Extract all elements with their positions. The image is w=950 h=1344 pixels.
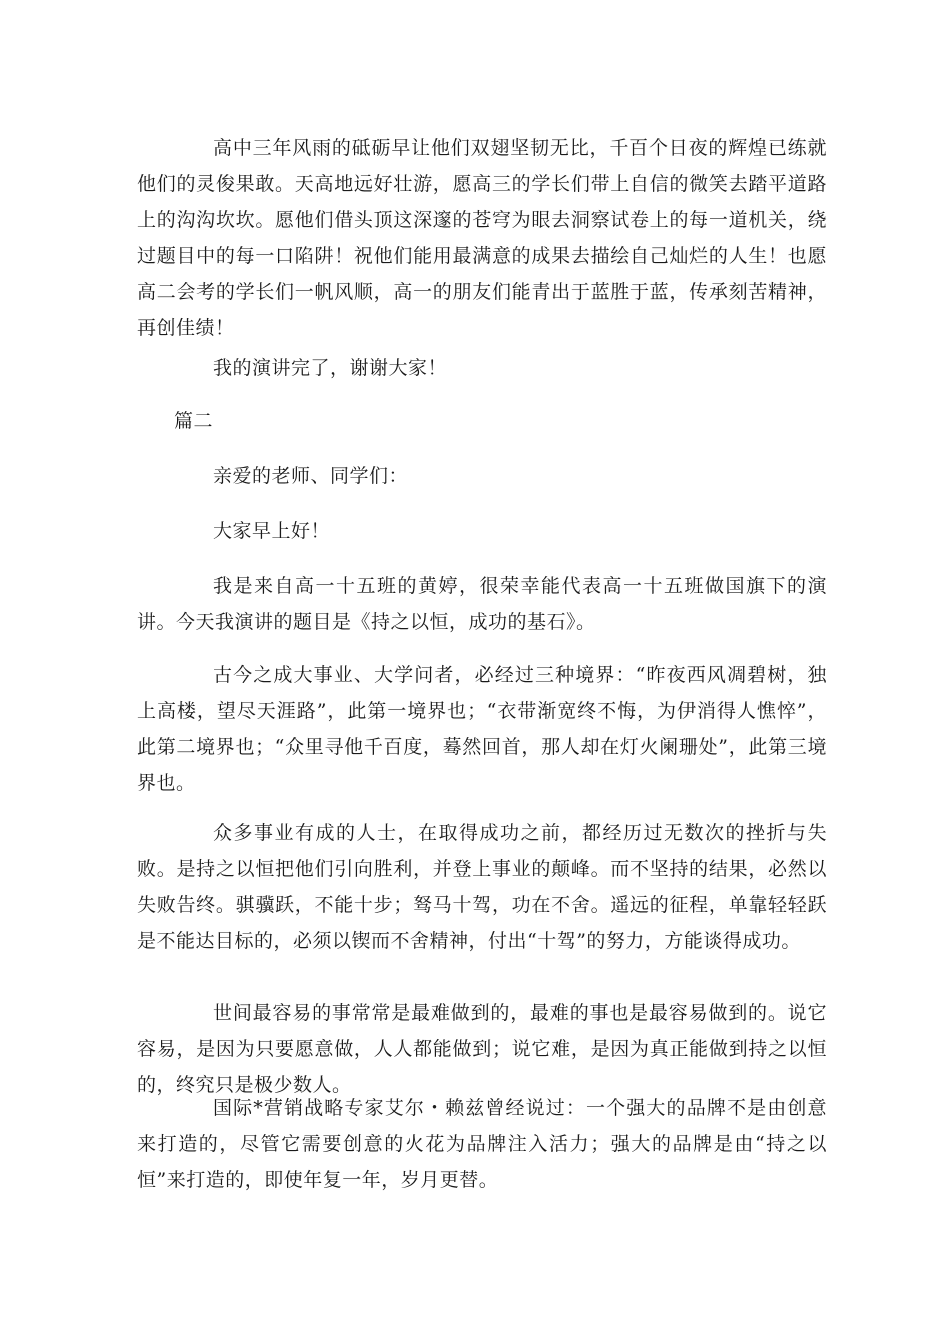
paragraph-greeting: 大家早上好！ bbox=[213, 520, 331, 542]
paragraph-perseverance: 众多事业有成的人士，在取得成功之前，都经历过无数次的挫折与失败。是持之以恒把他们引向胜利，并登上事业的颠峰。而不坚持的结果，必然以失败告终。骐骥跃，不能十步；驽马十驾，功在不舍。遥远的征程，单靠轻轻跃是不能达目标的，必须以锲而不舍精神，付出“十驾”的努力，方能谈得成功。 bbox=[137, 822, 827, 952]
paragraph-closing-wishes: 高中三年风雨的砥砺早让他们双翅坚韧无比，千百个日夜的辉煌已练就他们的灵俊果敢。天高地远好壮游，愿高三的学长们带上自信的微笑去踏平道路上的沟沟坎坎。愿他们借头顶这深邃的苍穹为眼去洞察试卷上的每一道机关，绕过题目中的每一口陷阱！祝他们能用最满意的成果去描绘自己灿烂的人生！也愿高二会考的学长们一帆风顺，高一的朋友们能青出于蓝胜于蓝，传承刻苦精神，再创佳绩！ bbox=[137, 137, 827, 339]
paragraph-introduction: 我是来自高一十五班的黄婷，很荣幸能代表高一十五班做国旗下的演讲。今天我演讲的题目是《持之以恒，成功的基石》。 bbox=[137, 575, 827, 633]
paragraph-brand-quote: 国际*营销战略专家艾尔・赖兹曾经说过：一个强大的品牌不是由创意来打造的，尽管它需要创意的火花为品牌注入活力；强大的品牌是由“持之以恒”来打造的，即使年复一年，岁月更替。 bbox=[137, 1097, 827, 1191]
paragraph-easy-and-hard: 世间最容易的事常常是最难做到的，最难的事也是最容易做到的。说它容易，是因为只要愿意做，人人都能做到；说它难，是因为真正能做到持之以恒的，终究只是极少数人。 bbox=[137, 1002, 827, 1096]
paragraph-salutation: 亲爱的老师、同学们： bbox=[213, 465, 409, 487]
section-heading: 篇二 bbox=[174, 410, 214, 432]
paragraph-three-realms: 古今之成大事业、大学问者，必经过三种境界：“昨夜西风凋碧树，独上高楼，望尽天涯路”，此第一境界也；“衣带渐宽终不悔，为伊消得人憔悴”，此第二境界也；“众里寻他千百度，蓦然回首，那人却在灯火阑珊处”，此第三境界也。 bbox=[137, 664, 827, 794]
paragraph-speech-end: 我的演讲完了，谢谢大家！ bbox=[213, 357, 448, 379]
